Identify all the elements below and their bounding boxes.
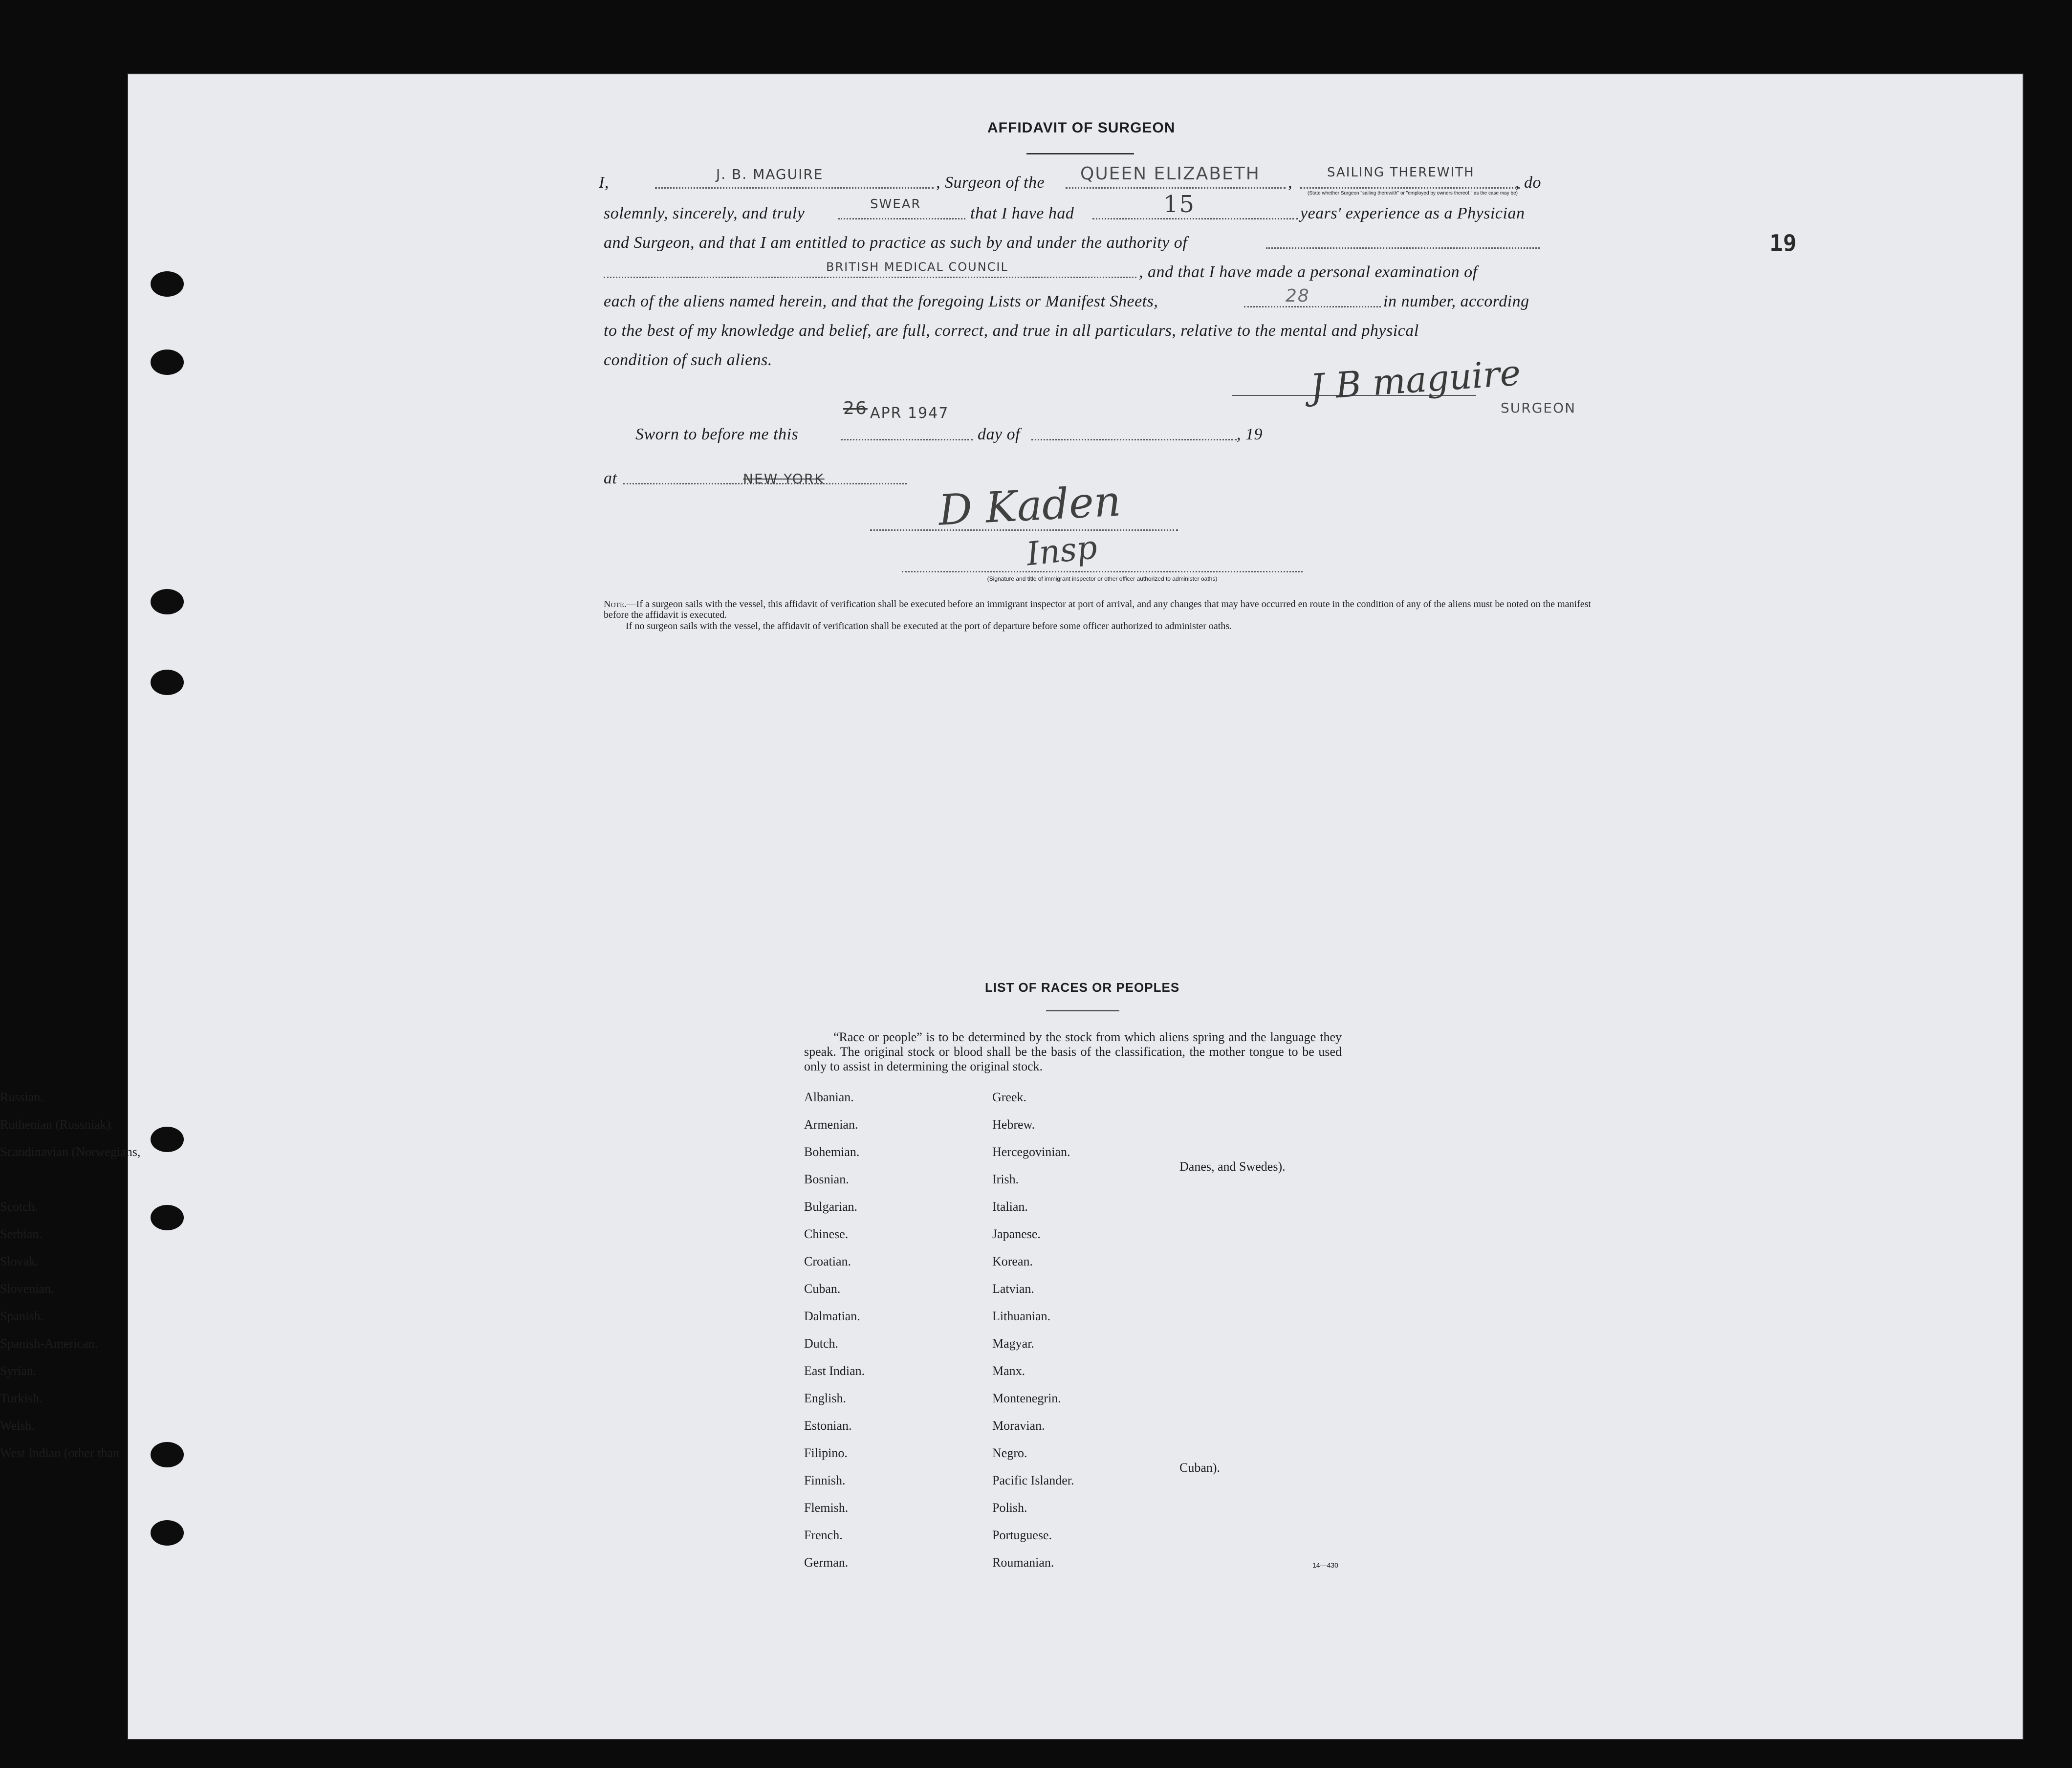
race-item: Serbian. [0, 1227, 42, 1241]
race-item: Filipino. [804, 1446, 848, 1460]
affidavit-text: Sworn to before me this [635, 425, 799, 443]
fill-line [1300, 187, 1520, 189]
affidavit-text: I, [599, 174, 609, 192]
affidavit-text: , 19 [1237, 425, 1263, 443]
race-item: Roumanian. [992, 1555, 1054, 1570]
affidavit-text: solemnly, sincerely, and truly [604, 204, 805, 222]
race-item: Syrian. [0, 1364, 37, 1378]
affidavit-text: each of the aliens named herein, and that the foregoing Lists or Manifest Sheets, [604, 292, 1158, 310]
race-item: Irish. [992, 1172, 1019, 1186]
binder-hole [151, 589, 184, 614]
place: NEW YORK [743, 471, 825, 487]
vessel-name: QUEEN ELIZABETH [1080, 164, 1260, 184]
race-item: Danes, and Swedes). [1179, 1159, 1286, 1174]
race-item: Estonian. [804, 1419, 852, 1433]
fill-line [841, 439, 973, 440]
race-item: Slovenian. [0, 1282, 54, 1296]
fill-line [1066, 187, 1286, 189]
race-item: Dalmatian. [804, 1309, 860, 1323]
race-item: English. [804, 1391, 846, 1405]
affidavit-text: to the best of my knowledge and belief, are full, correct, and true in all particulars, relative to the mental and physical [604, 322, 1419, 340]
race-item: Polish. [992, 1501, 1027, 1515]
affidavit-text: , Surgeon of the [936, 174, 1045, 192]
note-2: If no surgeon sails with the vessel, the affidavit of verification shall be executed at the port of departure before some officer authorized to administer oaths. [626, 621, 1232, 632]
race-item: Latvian. [992, 1282, 1034, 1296]
fill-line [838, 218, 965, 219]
race-item: East Indian. [804, 1364, 865, 1378]
race-item: Bulgarian. [804, 1200, 858, 1214]
race-item: Magyar. [992, 1336, 1034, 1351]
note-1 [604, 599, 1591, 620]
binder-hole [151, 1520, 184, 1546]
authority: BRITISH MEDICAL COUNCIL [826, 260, 1008, 274]
race-item: Dutch. [804, 1336, 839, 1351]
race-item: Armenian. [804, 1117, 858, 1132]
fill-line [1244, 306, 1381, 307]
sailing-status: SAILING THEREWITH [1327, 165, 1475, 180]
race-item: Chinese. [804, 1227, 849, 1241]
sheet-count: 28 [1286, 286, 1310, 306]
inspector-caption: (Signature and title of immigrant inspector or other officer authorized to administer oaths) [987, 575, 1218, 582]
oath-word: SWEAR [870, 197, 921, 212]
race-item: French. [804, 1528, 843, 1542]
fill-line [1092, 218, 1298, 219]
race-item: Cuban). [1179, 1461, 1221, 1475]
race-item: Russian. [0, 1090, 44, 1104]
race-item: Turkish. [0, 1391, 43, 1405]
binder-hole [151, 271, 184, 297]
fill-line [1031, 439, 1237, 440]
race-item: Finnish. [804, 1473, 846, 1487]
page-number: 19 [1769, 230, 1797, 256]
fill-line [870, 529, 1178, 531]
binder-hole [151, 670, 184, 695]
binder-hole [151, 1127, 184, 1152]
race-item: Portuguese. [992, 1528, 1052, 1542]
affidavit-title: AFFIDAVIT OF SURGEON [987, 120, 1176, 136]
sailing-note: (State whether Surgeon "sailing therewith" or "employed by owners thereof," as the case may be) [1308, 191, 1518, 196]
affidavit-text: , do [1515, 174, 1541, 192]
race-item: Scotch. [0, 1200, 38, 1214]
race-item: Moravian. [992, 1419, 1045, 1433]
races-intro: “Race or people” is to be determined by the stock from which aliens spring and the language they speak. The original stock or blood shall be the basis of the classification, the mother tongue to be used only to assist in determining the original stock. [804, 1030, 1342, 1073]
race-item: Bosnian. [804, 1172, 849, 1186]
race-item: Hercegovinian. [992, 1145, 1070, 1159]
affidavit-text: , and that I have made a personal examination of [1139, 263, 1478, 281]
race-item: Korean. [992, 1254, 1033, 1268]
note-text: —If a surgeon sails with the vessel, this affidavit of verification shall be executed before an immigrant inspector at port of arrival, and any changes that may have occurred en route in the condition of any of the aliens must be noted on the manifest before the affidavit is executed. [604, 599, 1591, 620]
note-label: Note. [604, 599, 627, 610]
race-item: Bohemian. [804, 1145, 860, 1159]
affidavit-text: in number, according [1383, 292, 1529, 310]
race-item: Negro. [992, 1446, 1027, 1460]
affidavit-text: that I have had [970, 204, 1074, 222]
form-number: 14—430 [1312, 1561, 1338, 1569]
fill-line [604, 277, 1136, 278]
race-item: Spanish. [0, 1309, 44, 1323]
stamp-day: 26 [843, 398, 868, 418]
race-item: Japanese. [992, 1227, 1041, 1241]
fill-line [902, 571, 1303, 572]
race-item: Ruthenian (Russniak). [0, 1117, 114, 1132]
inspector-signature: D Kaden [937, 477, 1122, 535]
binder-hole [151, 349, 184, 375]
race-item: Hebrew. [992, 1117, 1035, 1132]
affidavit-text: day of [978, 425, 1021, 443]
race-item: Welsh. [0, 1419, 35, 1433]
race-item: Montenegrin. [992, 1391, 1061, 1405]
race-item: Croatian. [804, 1254, 851, 1268]
race-item: Slovak. [0, 1254, 39, 1268]
title-rule [1026, 153, 1134, 154]
race-item: West Indian (other than [0, 1446, 120, 1460]
affidavit-text: and Surgeon, and that I am entitled to practice as such by and under the authority of [604, 234, 1188, 252]
race-item: Cuban. [804, 1282, 841, 1296]
binder-hole [151, 1442, 184, 1467]
stamp-month-year: APR 1947 [870, 405, 949, 422]
fill-line [1266, 247, 1540, 249]
race-item: Greek. [992, 1090, 1027, 1104]
race-item: Flemish. [804, 1501, 849, 1515]
race-item: Spanish-American. [0, 1336, 98, 1351]
race-item: Lithuanian. [992, 1309, 1051, 1323]
affidavit-text: years' experience as a Physician [1300, 204, 1525, 222]
race-item: Pacific Islander. [992, 1473, 1074, 1487]
surgeon-signature: J B maguire [1309, 352, 1522, 408]
affidavit-text: , [1288, 174, 1292, 192]
race-item: Manx. [992, 1364, 1025, 1378]
surgeon-label: SURGEON [1501, 400, 1576, 416]
inspector-title-signature: Insp [1025, 528, 1099, 573]
surgeon-name: J. B. MAGUIRE [716, 166, 824, 182]
race-item: Scandinavian (Norwegians, [0, 1145, 141, 1159]
years-experience: 15 [1163, 191, 1196, 218]
affidavit-text: at [604, 469, 617, 487]
binder-hole [151, 1205, 184, 1230]
fill-line [655, 187, 934, 189]
races-title-rule [1046, 1010, 1119, 1011]
race-item: German. [804, 1555, 849, 1570]
races-title: LIST OF RACES OR PEOPLES [985, 980, 1180, 995]
race-item: Italian. [992, 1200, 1028, 1214]
affidavit-text: condition of such aliens. [604, 351, 772, 369]
race-item: Albanian. [804, 1090, 854, 1104]
